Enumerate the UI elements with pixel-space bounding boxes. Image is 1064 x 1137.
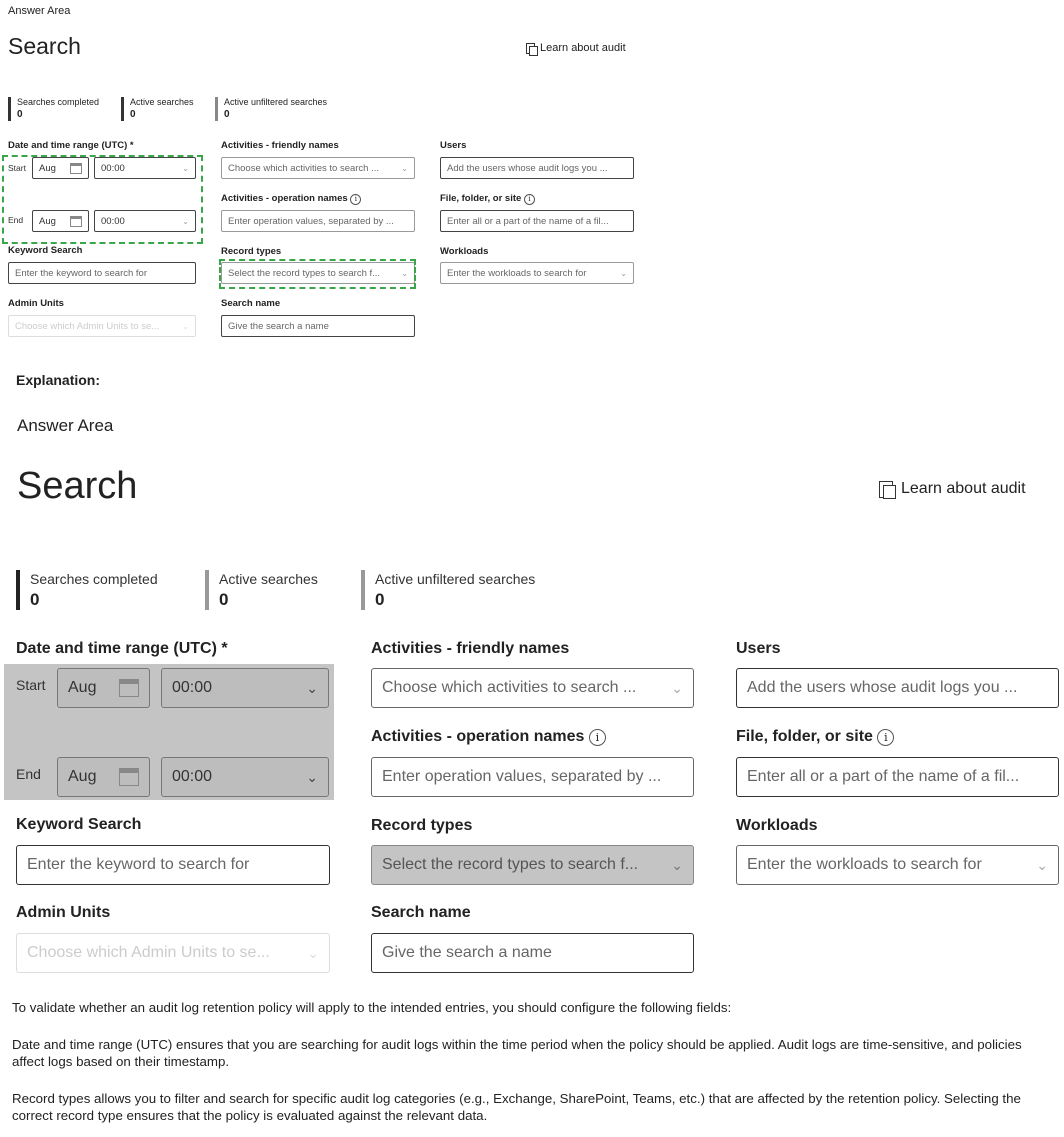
small-activities-operation-label xyxy=(221,193,361,205)
start-month: Aug xyxy=(39,162,56,174)
calendar-icon xyxy=(119,679,139,697)
big-date-range-label: Date and time range (UTC) * xyxy=(16,640,228,657)
stat-label: Active searches xyxy=(219,571,318,587)
calendar-icon xyxy=(70,216,82,227)
small-activities-operation-input[interactable] xyxy=(221,210,415,232)
stat-label: Active searches xyxy=(130,97,194,107)
small-users-label: Users xyxy=(440,140,467,151)
big-activities-operation-input[interactable] xyxy=(371,757,694,797)
chevron-down-icon: ⌄ xyxy=(671,679,683,696)
big-workloads-label: Workloads xyxy=(736,817,818,834)
small-search-name-input[interactable] xyxy=(221,315,415,337)
label-text: File, folder, or site xyxy=(440,193,522,204)
small-stat-active-searches xyxy=(121,97,194,121)
document-icon xyxy=(879,481,893,498)
placeholder: Enter the keyword to search for xyxy=(27,856,250,873)
big-record-types-label: Record types xyxy=(371,817,473,834)
small-stat-active-unfiltered xyxy=(215,97,327,121)
big-admin-units-label: Admin Units xyxy=(16,904,111,921)
big-start-date-picker[interactable] xyxy=(57,668,150,708)
stat-value: 0 xyxy=(30,590,40,609)
big-activities-friendly-select[interactable] xyxy=(371,668,694,708)
explanation-paragraph: Record types allows you to filter and search for specific audit log categories (e.g., Exchange, SharePoint, Teams, etc.) that are affected by the retention policy. Selecting the correct record type ensures that the policy is evaluated against the relevant data. xyxy=(12,1091,1021,1123)
placeholder: Give the search a name xyxy=(382,944,552,961)
chevron-down-icon: ⌄ xyxy=(306,679,318,696)
explanation-paragraph: To validate whether an audit log retention policy will apply to the intended entries, you should configure the following fields: xyxy=(12,1000,732,1015)
small-file-folder-input[interactable] xyxy=(440,210,634,232)
big-start-label: Start xyxy=(16,677,46,693)
small-end-label: End xyxy=(8,215,24,225)
big-keyword-input[interactable] xyxy=(16,845,330,885)
big-workloads-select[interactable] xyxy=(736,845,1059,885)
placeholder: Enter operation values, separated by ... xyxy=(228,215,394,227)
end-time: 00:00 xyxy=(101,215,125,227)
chevron-down-icon: ⌄ xyxy=(182,321,189,331)
big-search-name-input[interactable] xyxy=(371,933,694,973)
stat-label: Searches completed xyxy=(30,571,158,587)
placeholder: Choose which Admin Units to se... xyxy=(27,944,270,961)
small-admin-units-select[interactable] xyxy=(8,315,196,337)
explanation-paragraph: Date and time range (UTC) ensures that you are searching for audit logs within the time period when the policy should be applied. Audit logs are time-sensitive, and policies affect logs based on their timestamp. xyxy=(12,1037,1022,1069)
big-search-name-label: Search name xyxy=(371,904,471,921)
explanation-heading: Explanation: xyxy=(16,372,101,388)
big-file-folder-input[interactable] xyxy=(736,757,1059,797)
start-time: 00:00 xyxy=(172,679,213,696)
small-start-date-picker[interactable] xyxy=(32,157,89,179)
big-users-label: Users xyxy=(736,640,781,657)
calendar-icon xyxy=(119,768,139,786)
small-activities-friendly-label: Activities - friendly names xyxy=(221,140,339,151)
small-file-folder-label xyxy=(440,193,535,205)
stat-value: 0 xyxy=(375,590,385,609)
label-text: File, folder, or site xyxy=(736,728,873,745)
big-page-title: Search xyxy=(17,465,138,507)
small-learn-label: Learn about audit xyxy=(540,42,626,54)
small-learn-about-audit-link[interactable] xyxy=(526,42,626,54)
placeholder: Enter operation values, separated by ... xyxy=(382,768,662,785)
start-time: 00:00 xyxy=(101,162,125,174)
placeholder: Select the record types to search f... xyxy=(382,856,639,873)
placeholder: Add the users whose audit logs you ... xyxy=(747,679,1018,696)
small-start-label: Start xyxy=(8,163,26,173)
placeholder: Enter all or a part of the name of a fil... xyxy=(747,768,1020,785)
small-answer-area-label: Answer Area xyxy=(8,5,71,17)
small-activities-friendly-select[interactable] xyxy=(221,157,415,179)
placeholder: Enter all or a part of the name of a fil... xyxy=(447,215,609,227)
small-page-title: Search xyxy=(8,33,81,59)
small-keyword-label: Keyword Search xyxy=(8,245,83,256)
end-month: Aug xyxy=(39,215,56,227)
big-record-types-select[interactable] xyxy=(371,845,694,885)
big-activities-friendly-label: Activities - friendly names xyxy=(371,640,570,657)
big-answer-area-label: Answer Area xyxy=(17,416,114,435)
small-workloads-label: Workloads xyxy=(440,246,489,257)
big-end-label: End xyxy=(16,766,41,782)
small-end-time-select[interactable] xyxy=(94,210,196,232)
small-keyword-input[interactable] xyxy=(8,262,196,284)
stat-label: Active unfiltered searches xyxy=(375,571,536,587)
big-end-date-picker[interactable] xyxy=(57,757,150,797)
placeholder: Enter the workloads to search for xyxy=(747,856,982,873)
chevron-down-icon: ⌄ xyxy=(620,268,627,278)
placeholder: Enter the workloads to search for xyxy=(447,267,587,279)
stat-label: Searches completed xyxy=(17,97,100,107)
start-month: Aug xyxy=(68,679,97,696)
label-text: Activities - operation names xyxy=(221,193,348,204)
chevron-down-icon: ⌄ xyxy=(182,216,189,226)
big-end-time-select[interactable] xyxy=(161,757,329,797)
calendar-icon xyxy=(70,163,82,174)
small-admin-units-label: Admin Units xyxy=(8,298,64,309)
big-stat-active-unfiltered xyxy=(361,570,535,610)
placeholder: Choose which activities to search ... xyxy=(228,162,380,174)
big-users-input[interactable] xyxy=(736,668,1059,708)
big-admin-units-select[interactable] xyxy=(16,933,330,973)
stat-value: 0 xyxy=(17,109,23,120)
big-learn-about-audit-link[interactable] xyxy=(879,480,1026,498)
placeholder: Enter the keyword to search for xyxy=(15,267,148,279)
chevron-down-icon: ⌄ xyxy=(401,163,408,173)
small-end-date-picker[interactable] xyxy=(32,210,89,232)
placeholder: Choose which activities to search ... xyxy=(382,679,637,696)
chevron-down-icon: ⌄ xyxy=(401,268,408,278)
big-start-time-select[interactable] xyxy=(161,668,329,708)
big-keyword-label: Keyword Search xyxy=(16,816,142,833)
big-stat-searches-completed xyxy=(16,570,158,610)
label-text: Activities - operation names xyxy=(371,728,585,745)
stat-value: 0 xyxy=(219,590,229,609)
placeholder: Add the users whose audit logs you ... xyxy=(447,162,608,174)
big-file-folder-label xyxy=(736,728,894,746)
small-start-time-select[interactable] xyxy=(94,157,196,179)
small-workloads-select[interactable] xyxy=(440,262,634,284)
placeholder: Give the search a name xyxy=(228,320,329,332)
info-icon[interactable]: i xyxy=(877,729,894,746)
big-activities-operation-label xyxy=(371,728,606,746)
small-record-types-highlight xyxy=(219,259,416,289)
stat-label: Active unfiltered searches xyxy=(224,97,328,107)
big-learn-label: Learn about audit xyxy=(901,480,1026,497)
placeholder: Select the record types to search f... xyxy=(228,267,381,279)
small-record-types-label: Record types xyxy=(221,246,282,257)
big-stat-active-searches xyxy=(205,570,318,610)
stat-value: 0 xyxy=(224,109,230,120)
end-month: Aug xyxy=(68,768,97,785)
placeholder: Choose which Admin Units to se... xyxy=(15,320,160,332)
end-time: 00:00 xyxy=(172,768,213,785)
info-icon[interactable]: i xyxy=(350,194,361,205)
small-users-input[interactable] xyxy=(440,157,634,179)
small-date-range-label: Date and time range (UTC) * xyxy=(8,140,134,151)
document-icon xyxy=(526,43,535,54)
chevron-down-icon: ⌄ xyxy=(306,768,318,785)
small-search-name-label: Search name xyxy=(221,298,281,309)
chevron-down-icon: ⌄ xyxy=(182,163,189,173)
chevron-down-icon: ⌄ xyxy=(671,856,683,873)
chevron-down-icon: ⌄ xyxy=(1036,856,1048,873)
stat-value: 0 xyxy=(130,109,136,120)
info-icon[interactable]: i xyxy=(524,194,535,205)
chevron-down-icon: ⌄ xyxy=(307,944,319,961)
small-stat-searches-completed xyxy=(8,97,99,121)
info-icon[interactable]: i xyxy=(589,729,606,746)
